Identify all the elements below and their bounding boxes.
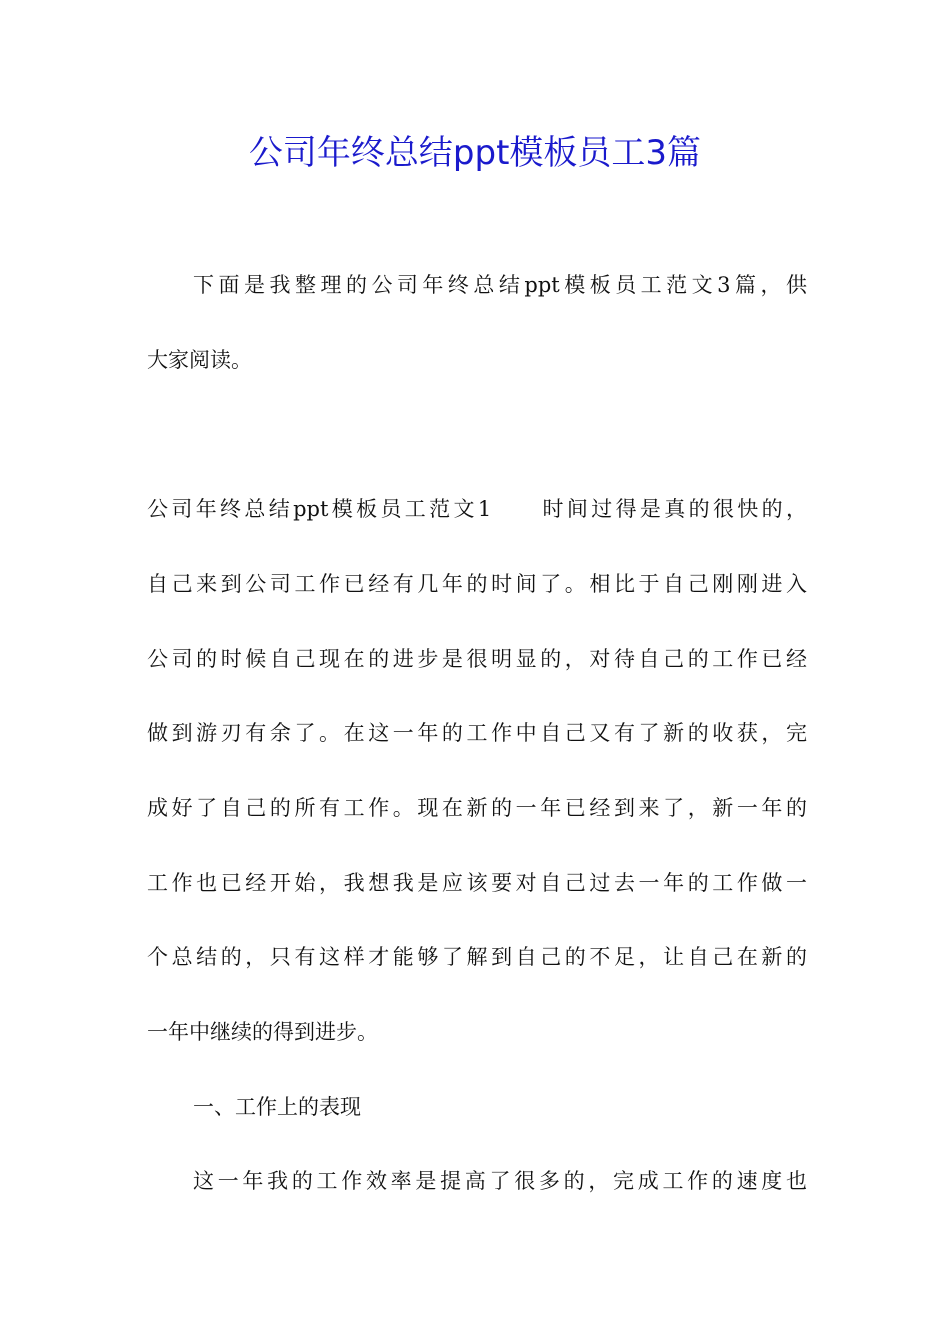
paragraph-1-line-5: 成好了自己的所有工作。现在新的一年已经到来了，新一年的 <box>147 796 807 820</box>
intro-line-1: 下面是我整理的公司年终总结ppt模板员工范文3篇，供 <box>193 273 807 297</box>
paragraph-1-line-1-rest: 时间过得是真的很快的， <box>539 497 807 521</box>
paragraph-1-line-6: 工作也已经开始，我想我是应该要对自己过去一年的工作做一 <box>147 871 807 895</box>
section-1-heading: 一、工作上的表现 <box>193 1095 361 1119</box>
paragraph-2-line-1: 这一年我的工作效率是提高了很多的，完成工作的速度也 <box>193 1169 807 1193</box>
essay-1-first-line <box>147 494 807 524</box>
paragraph-1-line-3: 公司的时候自己现在的进步是很明显的，对待自己的工作已经 <box>147 647 807 671</box>
paragraph-1-line-7: 个总结的，只有这样才能够了解到自己的不足，让自己在新的 <box>147 945 807 969</box>
paragraph-1-line-2: 自己来到公司工作已经有几年的时间了。相比于自己刚刚进入 <box>147 572 807 596</box>
essay-heading: 公司年终总结ppt模板员工范文1 <box>147 497 492 521</box>
document-title: 公司年终总结ppt模板员工3篇 <box>248 133 702 173</box>
paragraph-1-line-4: 做到游刃有余了。在这一年的工作中自己又有了新的收获，完 <box>147 721 807 745</box>
intro-line-2: 大家阅读。 <box>147 348 252 372</box>
paragraph-1-line-8: 一年中继续的得到进步。 <box>147 1020 378 1044</box>
